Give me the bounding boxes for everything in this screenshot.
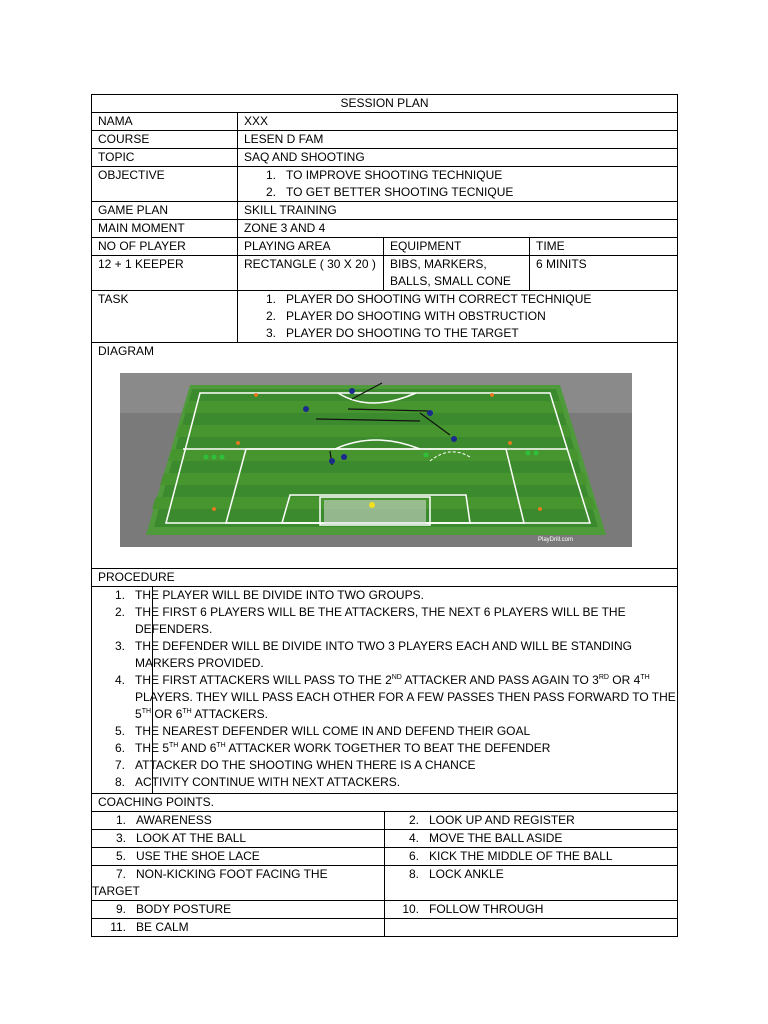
drill-diagram-image <box>120 373 632 547</box>
header-playing-area: PLAYING AREA <box>238 238 384 256</box>
no-of-player-value: 12 + 1 KEEPER <box>92 256 238 291</box>
diagram-watermark: PlayDrill.com <box>538 537 574 543</box>
header-no-of-player: NO OF PLAYER <box>92 238 238 256</box>
objective-label: OBJECTIVE <box>92 167 238 202</box>
equipment-value: BIBS, MARKERS, BALLS, SMALL CONE <box>384 256 530 291</box>
list-item: 3. THE DEFENDER WILL BE DIVIDE INTO TWO 3 PLAYERS EACH AND WILL BE STANDING MARKERS PROVIDED. <box>114 639 632 670</box>
header-time: TIME <box>530 238 678 256</box>
list-item: 8. ACTIVITY CONTINUE WITH NEXT ATTACKERS. <box>114 775 401 789</box>
game-plan-label: GAME PLAN <box>92 202 238 220</box>
list-item: 2. TO GET BETTER SHOOTING TECNIQUE <box>265 185 514 199</box>
coaching-point: 10. FOLLOW THROUGH <box>385 901 678 919</box>
list-item: 4. THE FIRST ATTACKERS WILL PASS TO THE 2ND ATTACKER AND PASS AGAIN TO 3RD OR 4TH PLAYERS. THEY WILL PASS EACH OTHER FOR A FEW PASSES THEN PASS FORWARD TO THE 5TH OR 6TH ATTACKERS. <box>114 673 676 721</box>
coaching-point: 8. LOCK ANKLE <box>385 866 678 901</box>
game-plan-value: SKILL TRAINING <box>238 202 678 220</box>
coaching-point: 4. MOVE THE BALL ASIDE <box>385 830 678 848</box>
coaching-point: 1. AWARENESS <box>92 812 385 830</box>
list-item: 3. PLAYER DO SHOOTING TO THE TARGET <box>265 326 519 340</box>
topic-label: TOPIC <box>92 149 238 167</box>
diagram-label: DIAGRAM <box>98 344 155 358</box>
coaching-point: 11. BE CALM <box>92 919 385 937</box>
playing-area-value: RECTANGLE ( 30 X 20 ) <box>238 256 384 291</box>
coaching-point-empty <box>385 919 678 937</box>
coaching-point: 5. USE THE SHOE LACE <box>92 848 385 866</box>
session-plan-table <box>91 94 678 812</box>
procedure-label: PROCEDURE <box>92 569 678 587</box>
main-moment-value: ZONE 3 AND 4 <box>238 220 678 238</box>
coaching-point: 3. LOOK AT THE BALL <box>92 830 385 848</box>
list-item: 6. THE 5TH AND 6TH ATTACKER WORK TOGETHER TO BEAT THE DEFENDER <box>114 741 551 755</box>
diagram-cell <box>92 343 678 569</box>
nama-label: NAMA <box>92 113 238 131</box>
session-plan-title: SESSION PLAN <box>92 95 678 113</box>
coaching-point: 2. LOOK UP AND REGISTER <box>385 812 678 830</box>
list-item: 1. TO IMPROVE SHOOTING TECHNIQUE <box>265 168 503 182</box>
coaching-point: 7. NON-KICKING FOOT FACING THE TARGET <box>92 866 385 901</box>
task-label: TASK <box>92 291 238 343</box>
list-item: 1. PLAYER DO SHOOTING WITH CORRECT TECHNIQUE <box>265 292 592 306</box>
task-list <box>238 291 678 343</box>
coaching-points-table <box>91 811 678 937</box>
course-label: COURSE <box>92 131 238 149</box>
nama-value: XXX <box>238 113 678 131</box>
procedure-cell <box>92 587 678 794</box>
main-moment-label: MAIN MOMENT <box>92 220 238 238</box>
topic-value: SAQ AND SHOOTING <box>238 149 678 167</box>
list-item: 7. ATTACKER DO THE SHOOTING WHEN THERE IS A CHANCE <box>114 758 476 772</box>
list-item: 1. THE PLAYER WILL BE DIVIDE INTO TWO GROUPS. <box>114 588 424 602</box>
coaching-points-label: COACHING POINTS. <box>92 794 678 812</box>
header-equipment: EQUIPMENT <box>384 238 530 256</box>
objective-list <box>238 167 678 202</box>
coaching-point: 6. KICK THE MIDDLE OF THE BALL <box>385 848 678 866</box>
list-item: 5. THE NEAREST DEFENDER WILL COME IN AND DEFEND THEIR GOAL <box>114 724 531 738</box>
session-plan-sheet <box>91 94 677 937</box>
list-item: 2. PLAYER DO SHOOTING WITH OBSTRUCTION <box>265 309 546 323</box>
time-value: 6 MINITS <box>530 256 678 291</box>
course-value: LESEN D FAM <box>238 131 678 149</box>
coaching-point: 9. BODY POSTURE <box>92 901 385 919</box>
list-item: 2. THE FIRST 6 PLAYERS WILL BE THE ATTACKERS, THE NEXT 6 PLAYERS WILL BE THE DEFENDERS. <box>114 605 626 636</box>
